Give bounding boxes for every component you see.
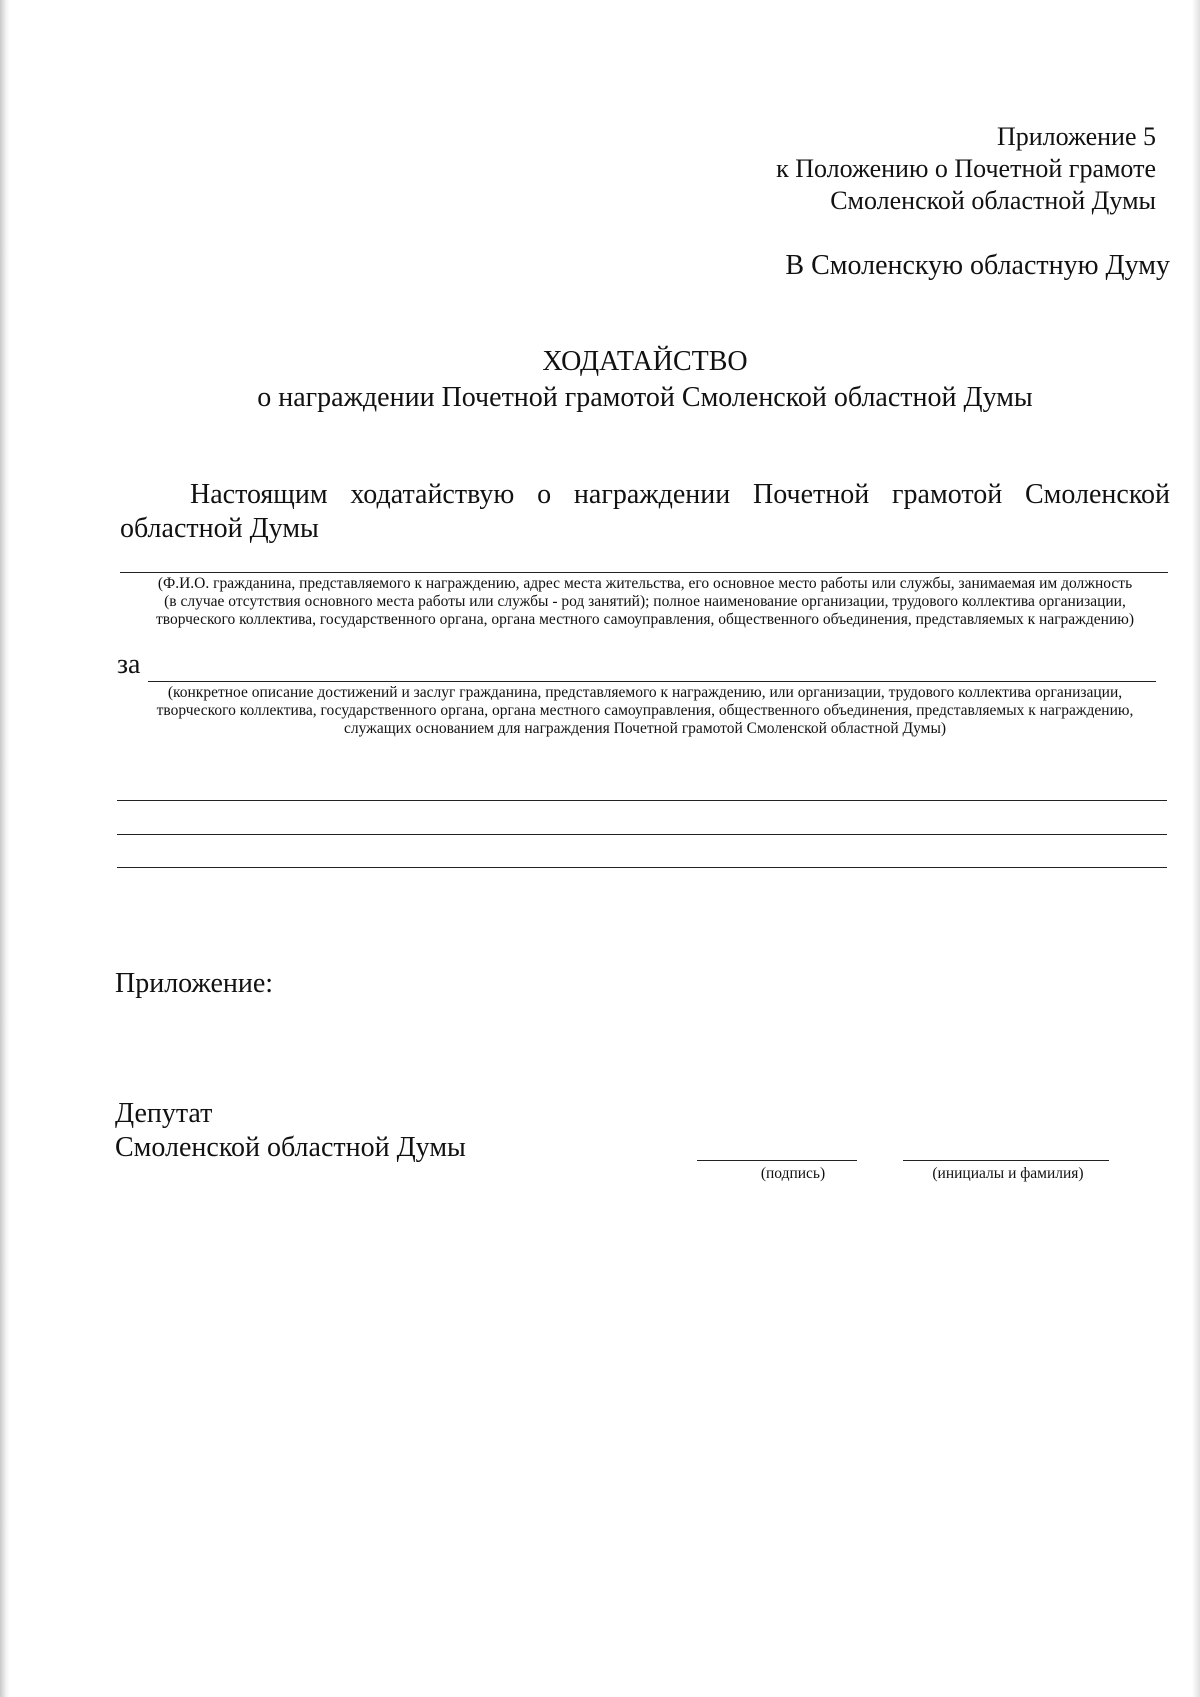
- merits-hint-line-2: творческого коллектива, государственного органа, органа местного самоуправления, общественного объединения, представляемых к награждению,: [156, 702, 1134, 719]
- merits-hint: [110, 684, 1180, 738]
- nominee-line: [120, 572, 1168, 573]
- signer-role-line-1: Депутат: [115, 1098, 213, 1129]
- appendix-header: [556, 121, 1156, 217]
- merits-hint-line-3: служащих основанием для награждения Почетной грамотой Смоленской областной Думы): [343, 720, 947, 737]
- scan-left-edge: [0, 0, 10, 1697]
- document-title: ХОДАТАЙСТВО: [542, 346, 748, 377]
- document-subtitle: о награждении Почетной грамотой Смоленской областной Думы: [257, 382, 1033, 413]
- signature-line: [697, 1160, 857, 1161]
- nominee-hint-line-2: (в случае отсутствия основного места работы или службы - род занятий); полное наименование организации, трудового коллектива организации,: [164, 593, 1126, 610]
- blank-line-3: [117, 867, 1167, 868]
- name-hint: (инициалы и фамилия): [932, 1165, 1084, 1182]
- merits-hint-line-1: (конкретное описание достижений и заслуг гражданина, представляемого к награждению, или организации, трудового коллектива организации,: [167, 684, 1123, 701]
- nominee-hint-line-1: (Ф.И.О. гражданина, представляемого к награждению, адрес места жительства, его основное место работы или службы, занимаемая им должность: [157, 575, 1133, 592]
- signer-role-line-2: Смоленской областной Думы: [115, 1132, 466, 1163]
- signer-role: [115, 1097, 466, 1165]
- appendix-line-1: Приложение 5: [996, 122, 1156, 151]
- name-line: [903, 1160, 1109, 1161]
- merits-line: [148, 681, 1156, 682]
- blank-line-1: [117, 800, 1167, 801]
- nominee-hint-line-3: творческого коллектива, государственного органа, органа местного самоуправления, общественного объединения, представляемых к награждению): [156, 611, 1134, 628]
- intro-line-1: Настоящим ходатайствую о награждении Почетной грамотой Смоленской: [190, 479, 1170, 510]
- intro-paragraph: [120, 478, 1170, 546]
- appendix-line-3: Смоленской областной Думы: [830, 186, 1156, 215]
- addressee: В Смоленскую областную Думу: [785, 250, 1170, 281]
- blank-line-2: [117, 834, 1167, 835]
- nominee-hint: [110, 575, 1180, 629]
- attachment-label: Приложение:: [115, 968, 274, 999]
- scan-right-edge: [1192, 0, 1200, 1697]
- for-label: за: [117, 649, 141, 680]
- signature-hint: (подпись): [760, 1165, 826, 1182]
- appendix-line-2: к Положению о Почетной грамоте: [776, 154, 1156, 183]
- intro-line-2: областной Думы: [120, 513, 319, 544]
